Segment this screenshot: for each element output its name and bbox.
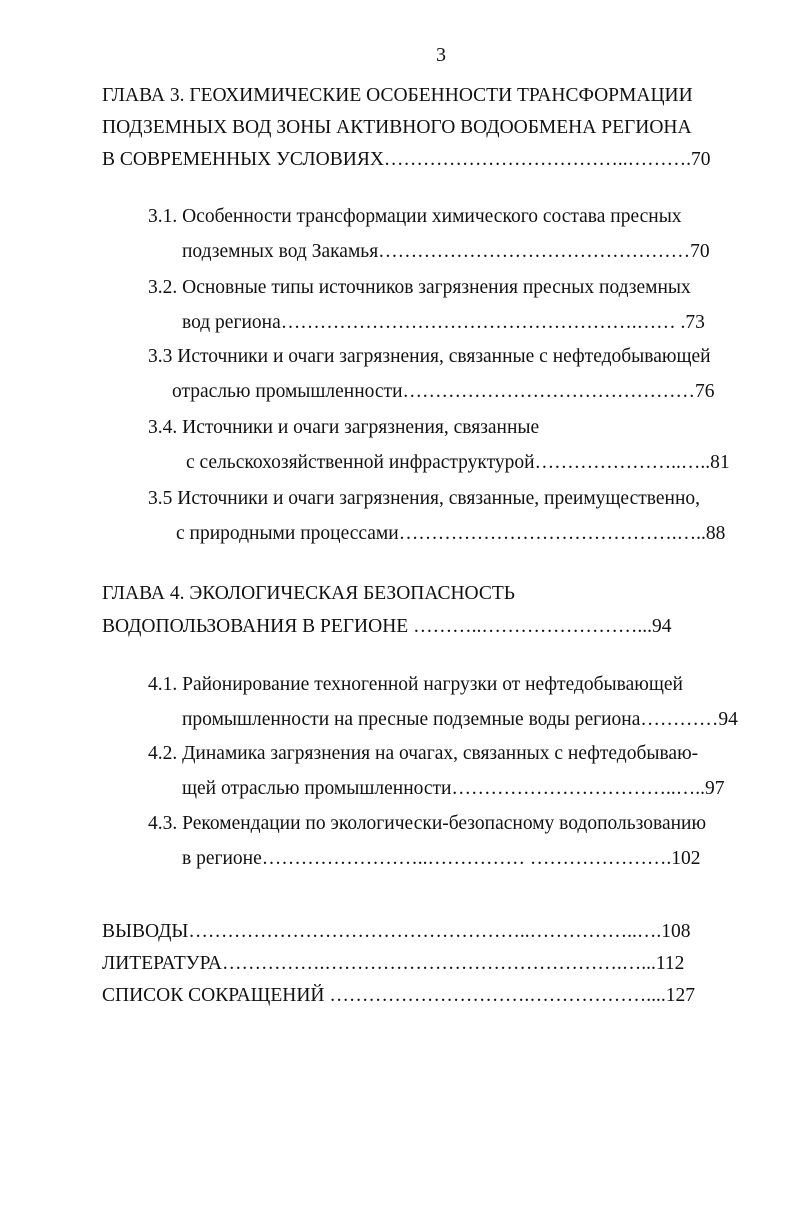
toc-conclusions: ВЫВОДЫ……………………………………………..……………..….108 xyxy=(102,921,691,942)
toc-ch3-line2: ПОДЗЕМНЫХ ВОД ЗОНЫ АКТИВНОГО ВОДООБМЕНА РЕГИОНА xyxy=(102,117,692,138)
toc-3-2-line1: 3.2. Основные типы источников загрязнения пресных подземных xyxy=(148,277,691,298)
toc-3-2-line2: вод региона……………………………………………….…… .73 xyxy=(182,312,705,333)
toc-literature: ЛИТЕРАТУРА…………….……………………………………….…...112 xyxy=(102,953,685,974)
toc-3-3-line1: 3.3 Источники и очаги загрязнения, связанные с нефтедобывающей xyxy=(148,346,711,367)
toc-3-4-line1: 3.4. Источники и очаги загрязнения, связанные xyxy=(148,417,540,438)
toc-ch4-line1: ГЛАВА 4. ЭКОЛОГИЧЕСКАЯ БЕЗОПАСНОСТЬ xyxy=(102,583,515,604)
toc-3-5-line1: 3.5 Источники и очаги загрязнения, связанные, преимущественно, xyxy=(148,488,700,509)
toc-3-4-line2: с сельскохозяйственной инфраструктурой…………………..…..81 xyxy=(186,452,730,473)
toc-ch3-line3: В СОВРЕМЕННЫХ УСЛОВИЯХ………………………………..……….70 xyxy=(102,149,711,170)
toc-4-2-line2: щей отраслью промышленности……………………………..…..97 xyxy=(182,778,725,799)
toc-4-1-line1: 4.1. Районирование техногенной нагрузки от нефтедобывающей xyxy=(148,674,683,695)
toc-ch3-line1: ГЛАВА 3. ГЕОХИМИЧЕСКИЕ ОСОБЕННОСТИ ТРАНСФОРМАЦИИ xyxy=(102,85,693,106)
toc-4-3-line1: 4.3. Рекомендации по экологически-безопасному водопользованию xyxy=(148,813,707,834)
toc-3-5-line2: с природными процессами…………………………………….…..88 xyxy=(176,523,726,544)
toc-3-1-line2: подземных вод Закамья…………………………………………70 xyxy=(182,241,710,262)
toc-4-1-line2: промышленности на пресные подземные воды региона…………94 xyxy=(182,709,738,730)
toc-3-3-line2: отраслью промышленности………………………………………76 xyxy=(172,381,715,402)
toc-4-3-line2: в регионе……………………..…………… ………………….102 xyxy=(182,848,701,869)
toc-ch4-line2: ВОДОПОЛЬЗОВАНИЯ В РЕГИОНЕ ………..……………………...94 xyxy=(102,616,672,637)
toc-3-1-line1: 3.1. Особенности трансформации химического состава пресных xyxy=(148,206,682,227)
toc-abbreviations: СПИСОК СОКРАЩЕНИЙ ………………………….………………....127 xyxy=(102,985,695,1006)
toc-4-2-line1: 4.2. Динамика загрязнения на очагах, связанных с нефтедобываю- xyxy=(148,743,699,764)
page-number: 3 xyxy=(436,44,446,66)
